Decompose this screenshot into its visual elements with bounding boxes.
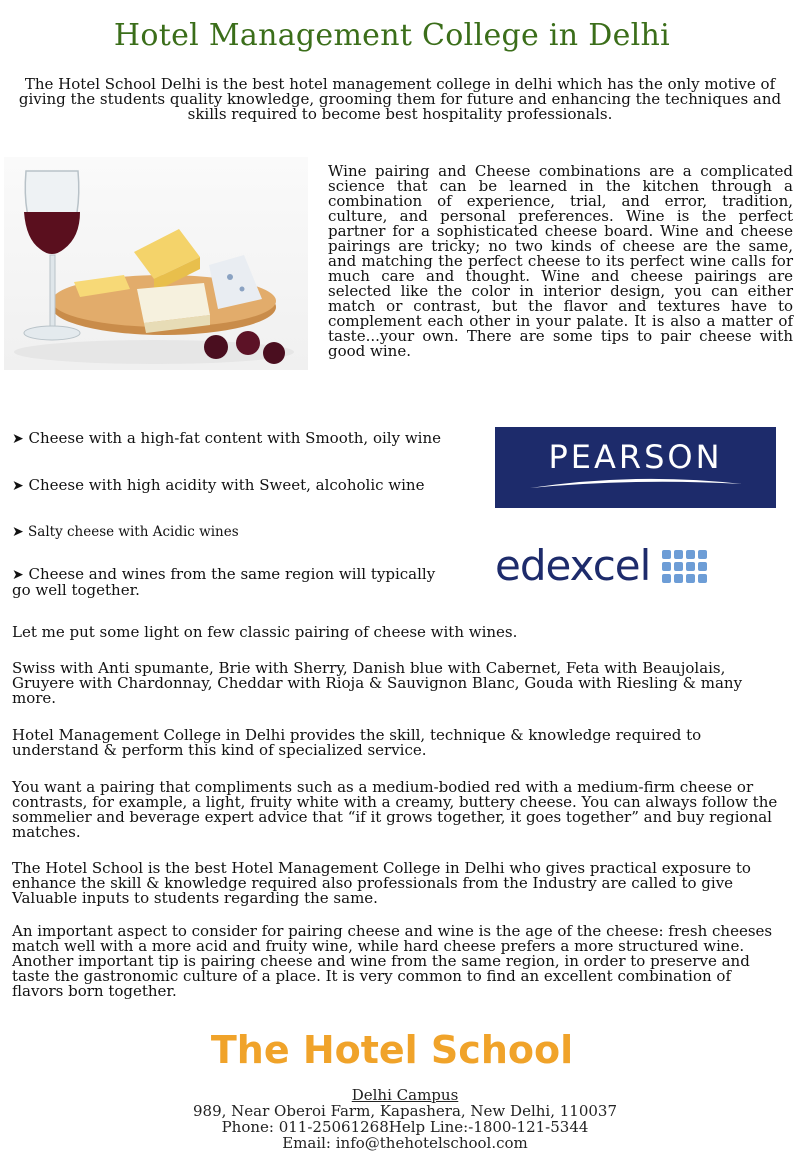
pearson-swoosh-icon (526, 476, 746, 490)
body-paragraph: An important aspect to consider for pairing cheese and wine is the age of the cheese: fresh cheeses match well with a more acid and fruity wine, while hard cheese prefers a more structured wine. Another important tip is pairing cheese and wine from the same region, in order to preserve and taste the gastronomic culture of a place. It is very common to find an excellent combination of flavors born together. (12, 922, 773, 1000)
tip-item (12, 431, 482, 447)
tip-text: Salty cheese with Acidic wines (28, 524, 239, 540)
intro-paragraph: The Hotel School Delhi is the best hotel management college in delhi which has the only motive of giving the students quality knowledge, grooming them for future and enhancing the techniques and skills required to become best hospitality professionals. (18, 75, 782, 123)
edexcel-dots-icon (662, 550, 707, 583)
email-line: Email: info@thehotelschool.com (282, 1134, 528, 1152)
body-paragraph: You want a pairing that compliments such as a medium-bodied red with a medium-firm cheese or contrasts, for example, a light, fruity white with a creamy, buttery cheese. You can always follow the sommelier and beverage expert advice that “if it grows together, it goes together” and buy regional matches. (12, 778, 778, 841)
brand-name: The Hotel School (210, 1028, 574, 1072)
arrow-icon: ➤ (12, 431, 24, 447)
wine-cheese-illustration (4, 157, 308, 370)
tip-item (12, 478, 482, 494)
wine-cheese-image (4, 157, 308, 370)
tip-text: Cheese and wines from the same region will typically go well together. (12, 565, 436, 599)
body-paragraph: Swiss with Anti spumante, Brie with Sherry, Danish blue with Cabernet, Feta with Beaujolais, Gruyere with Chardonnay, Cheddar with Rioja & Sauvignon Blanc, Gouda with Riesling & many more. (12, 659, 743, 707)
body-paragraph: Let me put some light on few classic pairing of cheese with wines. (12, 623, 518, 641)
phone-line: Phone: 011-25061268Help Line:-1800-121-5344 (221, 1118, 589, 1136)
tip-text: Cheese with high acidity with Sweet, alcoholic wine (28, 476, 425, 494)
arrow-icon: ➤ (12, 524, 24, 540)
pearson-logo-text: PEARSON (548, 437, 723, 476)
arrow-icon: ➤ (12, 567, 24, 583)
arrow-icon: ➤ (12, 478, 24, 494)
edexcel-logo-text: edexcel (495, 541, 651, 590)
address-line: 989, Near Oberoi Farm, Kapashera, New Delhi, 110037 (193, 1102, 617, 1120)
wine-cheese-paragraph: Wine pairing and Cheese combinations are a complicated science that can be learned in the kitchen through a combination of experience, trial, and error, tradition, culture, and personal preferences. Wine is the perfect partner for a sophisticated cheese board. Wine and cheese pairings are tricky; no two kinds of cheese are the same, and matching the perfect cheese to its perfect wine calls for much care and thought. Wine and cheese pairings are selected like the color in interior design, you can either match or contrast, but the flavor and textures have to complement each other in your palate. It is also a matter of taste...your own. There are some tips to pair cheese with good wine. (328, 162, 793, 360)
pearson-logo (495, 427, 776, 508)
campus-heading: Delhi Campus (351, 1086, 459, 1104)
body-paragraph: The Hotel School is the best Hotel Management College in Delhi who gives practical exposure to enhance the skill & knowledge required also professionals from the Industry are called to give Valuable inputs to students regarding the same. (12, 859, 751, 907)
body-paragraph: Hotel Management College in Delhi provides the skill, technique & knowledge required to understand & perform this kind of specialized service. (12, 726, 702, 759)
edexcel-logo (495, 541, 780, 591)
page-title: Hotel Management College in Delhi (113, 18, 671, 53)
tip-item (12, 567, 452, 598)
tip-item (12, 525, 482, 540)
tip-text: Cheese with a high-fat content with Smooth, oily wine (28, 429, 442, 447)
